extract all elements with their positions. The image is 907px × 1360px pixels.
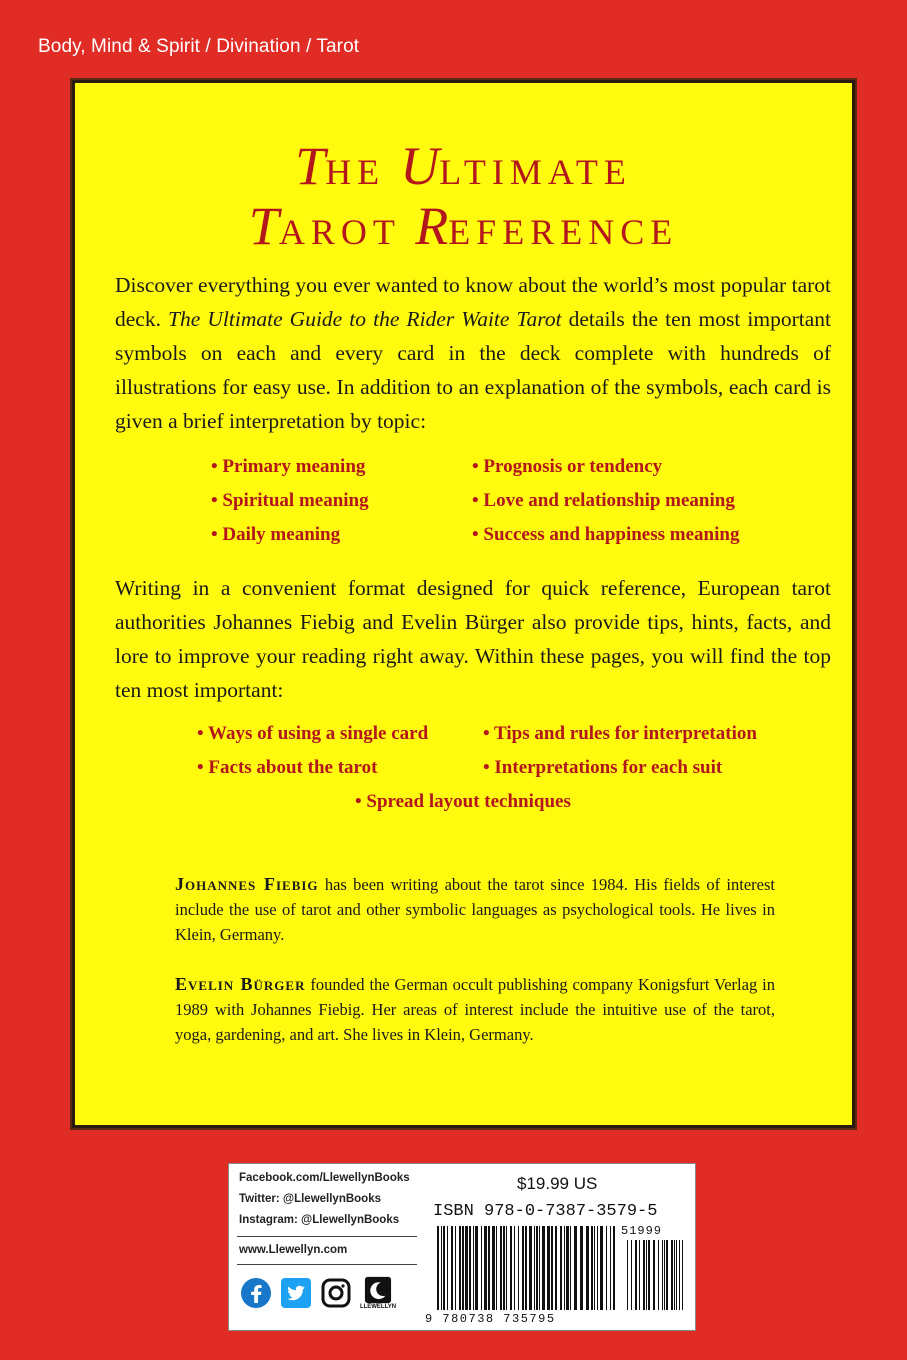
author-bio-text: has been writing about the tarot since 1984. His fields of interest include the use of tarot and other symbolic languages as psychological tools. He lives in Klein, Germany.	[175, 875, 775, 944]
moon-logo-icon	[359, 1276, 397, 1310]
intro-text: details the ten most important symbols on each and every card in the deck complete with hundreds of illustrations for easy use. In addition to an explanation of the symbols, each card is given a brief interpretation by topic:	[115, 307, 831, 433]
barcode-box	[228, 1163, 696, 1331]
divider	[237, 1236, 417, 1237]
title-word: AROT	[278, 212, 416, 252]
category-label: Body, Mind & Spirit / Divination / Tarot	[38, 36, 360, 57]
list-item: • Success and happiness meaning	[472, 524, 740, 545]
author-bio-fiebig	[175, 872, 775, 947]
website-link[interactable]: www.Llewellyn.com	[239, 1244, 348, 1256]
instagram-icon[interactable]	[319, 1276, 353, 1310]
list-item: • Prognosis or tendency	[472, 456, 663, 477]
title-line-2	[75, 195, 852, 257]
author-name: Evelin Bürger	[175, 974, 306, 994]
title-initial: T	[295, 136, 326, 196]
title-initial: R	[415, 196, 449, 256]
publisher-logo-text: LLEWELLYN	[359, 1304, 397, 1310]
facebook-link[interactable]: Facebook.com/LlewellynBooks	[239, 1172, 410, 1184]
price: $19.99 US	[517, 1174, 598, 1193]
divider	[237, 1264, 417, 1265]
second-paragraph: Writing in a convenient format designed for quick reference, European tarot authorities Johannes Fiebig and Evelin Bürger also provide tips, hints, facts, and lore to improve your reading right away. Within these pages, you will find the top ten most important:	[115, 576, 831, 702]
list-item: • Tips and rules for interpretation	[483, 723, 757, 744]
top-ten-left-list	[197, 717, 428, 785]
list-item: • Interpretations for each suit	[483, 757, 723, 778]
facebook-icon[interactable]	[239, 1276, 273, 1310]
intro-text: Discover everything you ever wanted to know about the world’s most popular tarot deck.	[115, 273, 831, 331]
title-word: HE	[325, 152, 401, 192]
author-name: Johannes Fiebig	[175, 874, 319, 894]
author-bio-text: founded the German occult publishing company Konigsfurt Verlag in 1989 with Johannes Fiebig. Her areas of interest include the intuitive use of the tarot, yoga, gardening, and art. She lives in Klein, Germany.	[175, 975, 775, 1044]
social-icons	[239, 1276, 397, 1310]
list-item: • Daily meaning	[211, 524, 341, 545]
instagram-link[interactable]: Instagram: @LlewellynBooks	[239, 1214, 400, 1226]
topics-right-list	[472, 450, 739, 552]
list-item: • Facts about the tarot	[197, 757, 378, 778]
title-word: EFERENCE	[448, 212, 679, 252]
list-item: • Ways of using a single card	[197, 723, 429, 744]
title-line-1	[75, 135, 852, 197]
top-ten-center-item	[355, 785, 571, 819]
list-item: • Spiritual meaning	[211, 490, 369, 511]
addon-number: 51999	[621, 1224, 663, 1238]
top-ten-right-list	[483, 717, 757, 785]
barcode-number: 9 780738 735795	[425, 1312, 556, 1326]
barcode	[435, 1226, 685, 1310]
author-bio-burger	[175, 972, 775, 1047]
title-initial: U	[400, 136, 440, 196]
description-panel	[72, 80, 855, 1128]
intro-paragraph	[115, 268, 831, 438]
topics-left-list	[211, 450, 369, 552]
isbn: ISBN 978-0-7387-3579-5	[433, 1202, 658, 1221]
book-title: The Ultimate Guide to the Rider Waite Tarot	[168, 307, 562, 331]
list-item: • Spread layout techniques	[355, 791, 571, 812]
twitter-icon[interactable]	[279, 1276, 313, 1310]
title-word: LTIMATE	[439, 152, 632, 192]
title-initial: T	[248, 196, 279, 256]
list-item: • Love and relationship meaning	[472, 490, 735, 511]
list-item: • Primary meaning	[211, 456, 366, 477]
twitter-link[interactable]: Twitter: @LlewellynBooks	[239, 1193, 381, 1205]
